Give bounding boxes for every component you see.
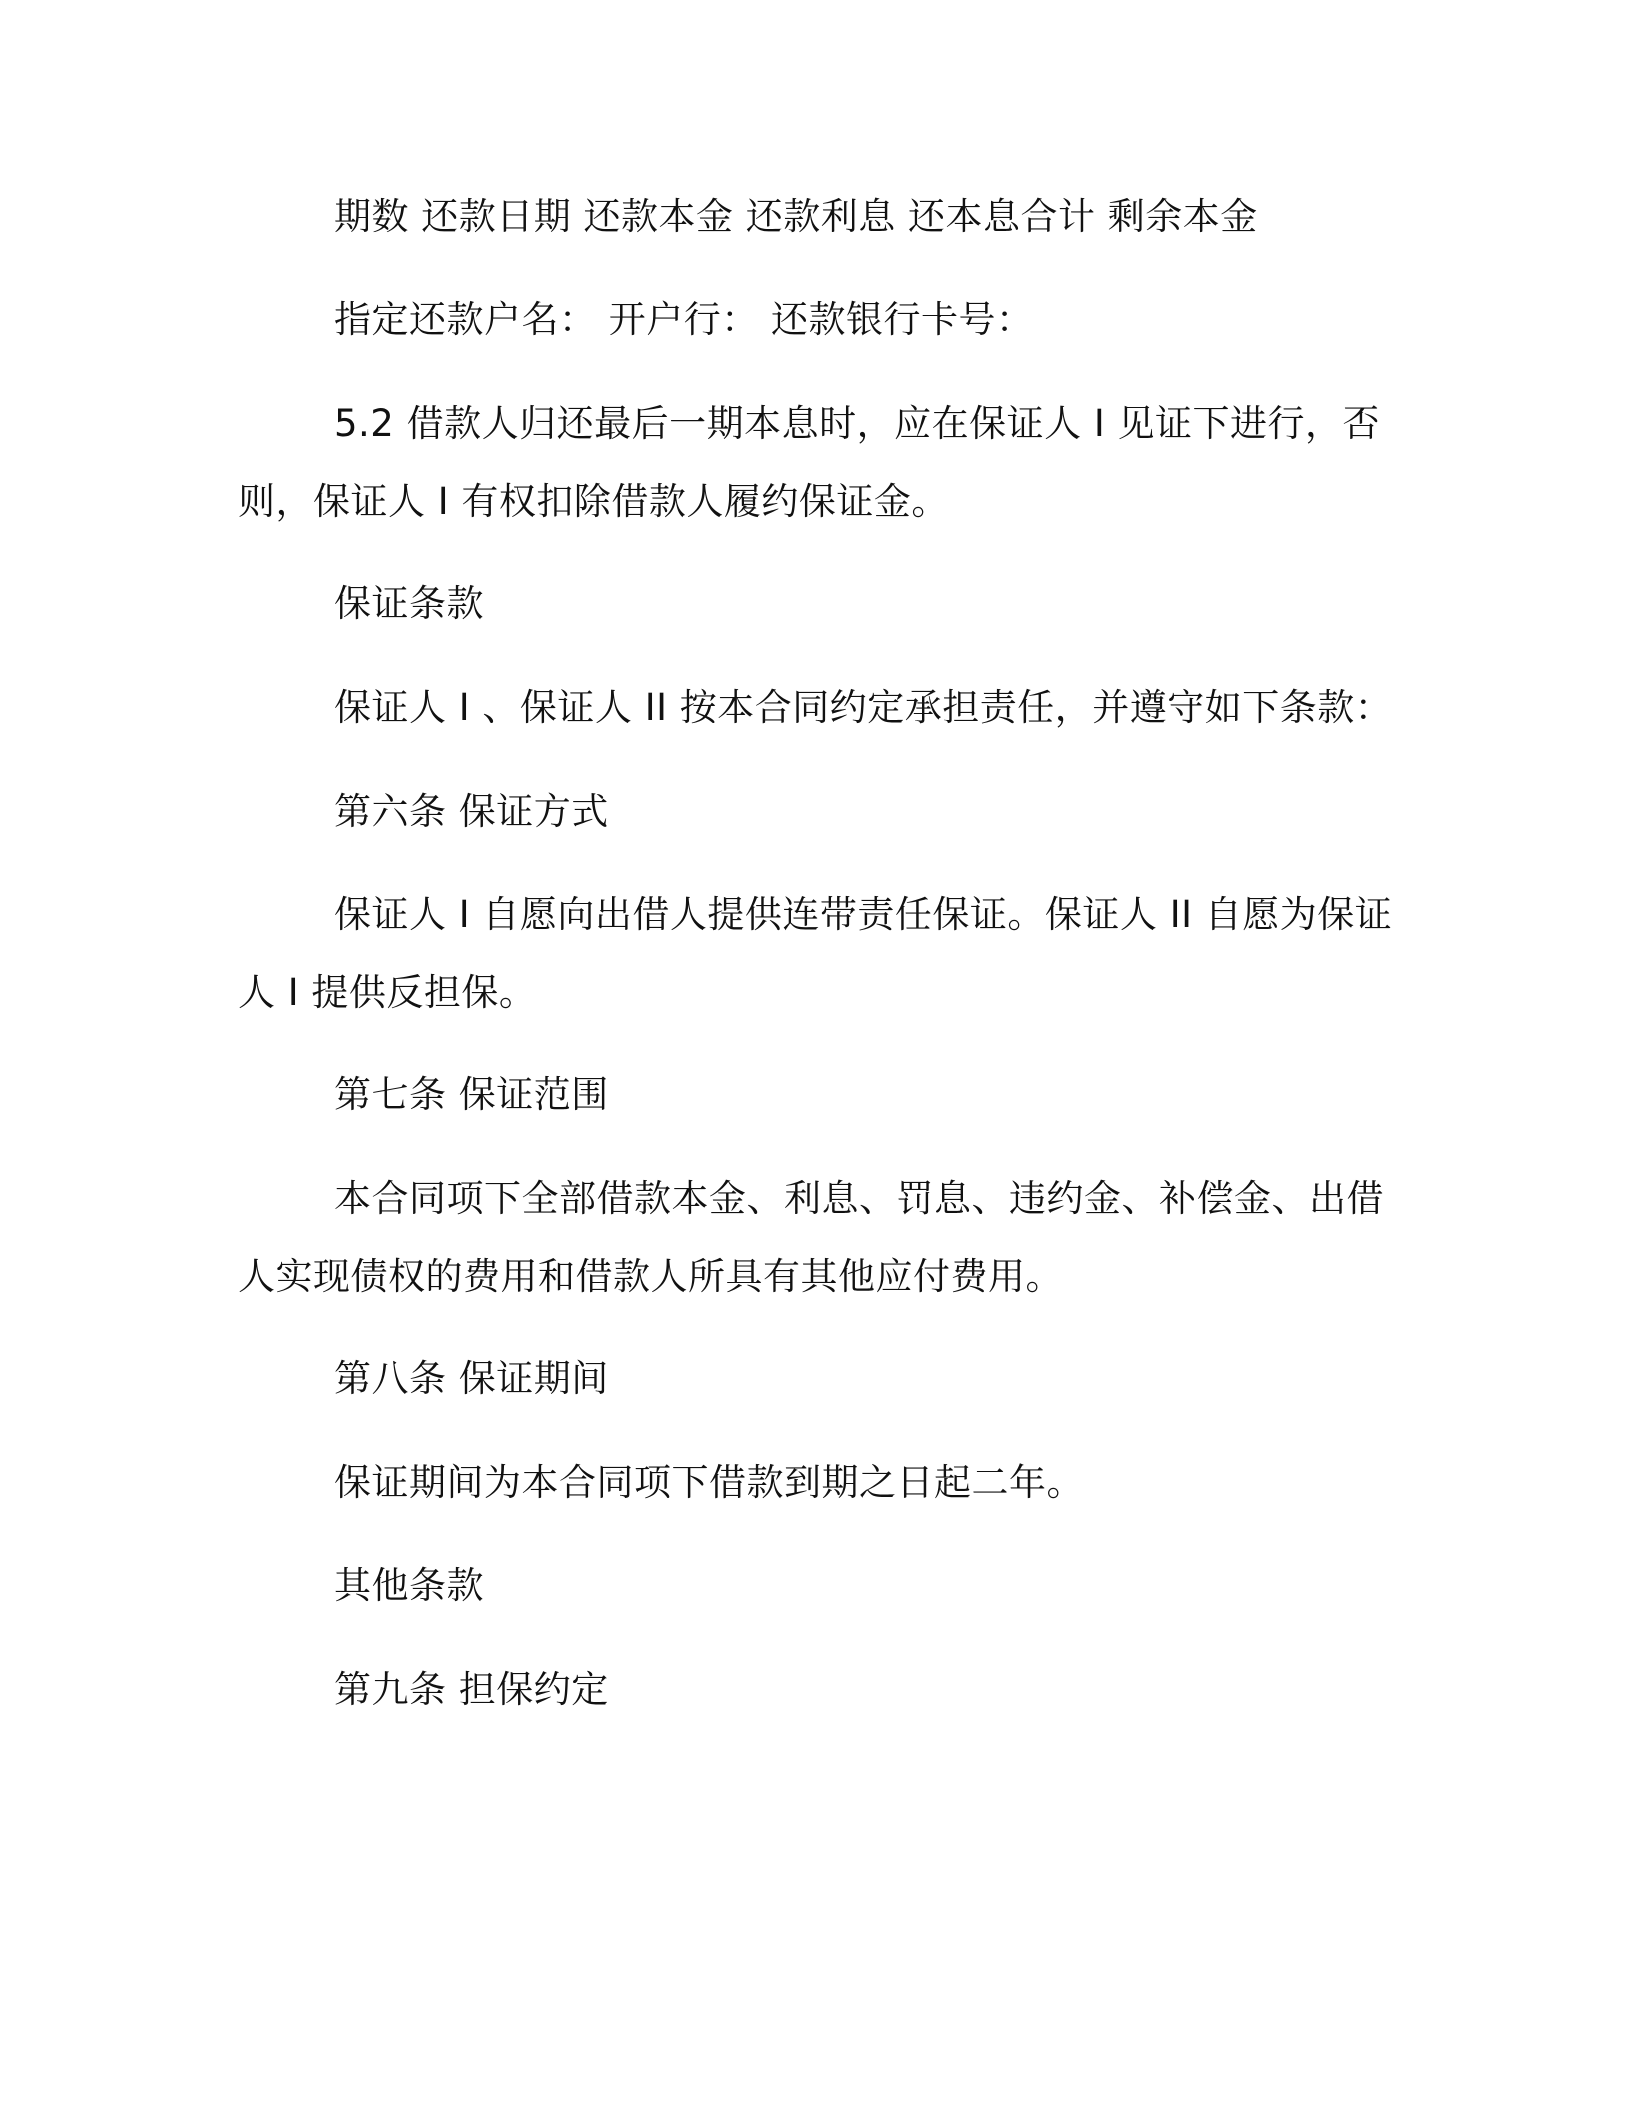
article-6-line-1: 保证人 I 自愿向出借人提供连带责任保证。保证人 II 自愿为保证 <box>334 893 1393 936</box>
article-9-heading: 第九条 担保约定 <box>334 1668 609 1711</box>
guarantee-terms-intro: 保证人 I 、保证人 II 按本合同约定承担责任，并遵守如下条款： <box>334 686 1393 729</box>
clause-5-2-line-2: 则，保证人 I 有权扣除借款人履约保证金。 <box>238 480 949 523</box>
article-8-line-1: 保证期间为本合同项下借款到期之日起二年。 <box>334 1461 1084 1504</box>
article-7-line-2: 人实现债权的费用和借款人所具有其他应付费用。 <box>238 1255 1063 1298</box>
article-7-line-1: 本合同项下全部借款本金、利息、罚息、违约金、补偿金、出借 <box>334 1177 1384 1220</box>
repayment-account-info: 指定还款户名： 开户行： 还款银行卡号： <box>334 298 1034 341</box>
guarantee-terms-heading: 保证条款 <box>334 582 484 625</box>
article-6-heading: 第六条 保证方式 <box>334 790 609 833</box>
repayment-table-header: 期数 还款日期 还款本金 还款利息 还本息合计 剩余本金 <box>334 195 1258 238</box>
article-6-line-2: 人 I 提供反担保。 <box>238 971 537 1014</box>
other-terms-heading: 其他条款 <box>334 1564 484 1607</box>
article-7-heading: 第七条 保证范围 <box>334 1073 609 1116</box>
article-8-heading: 第八条 保证期间 <box>334 1357 609 1400</box>
clause-5-2-line-1: 5.2 借款人归还最后一期本息时，应在保证人 I 见证下进行，否 <box>334 402 1381 445</box>
